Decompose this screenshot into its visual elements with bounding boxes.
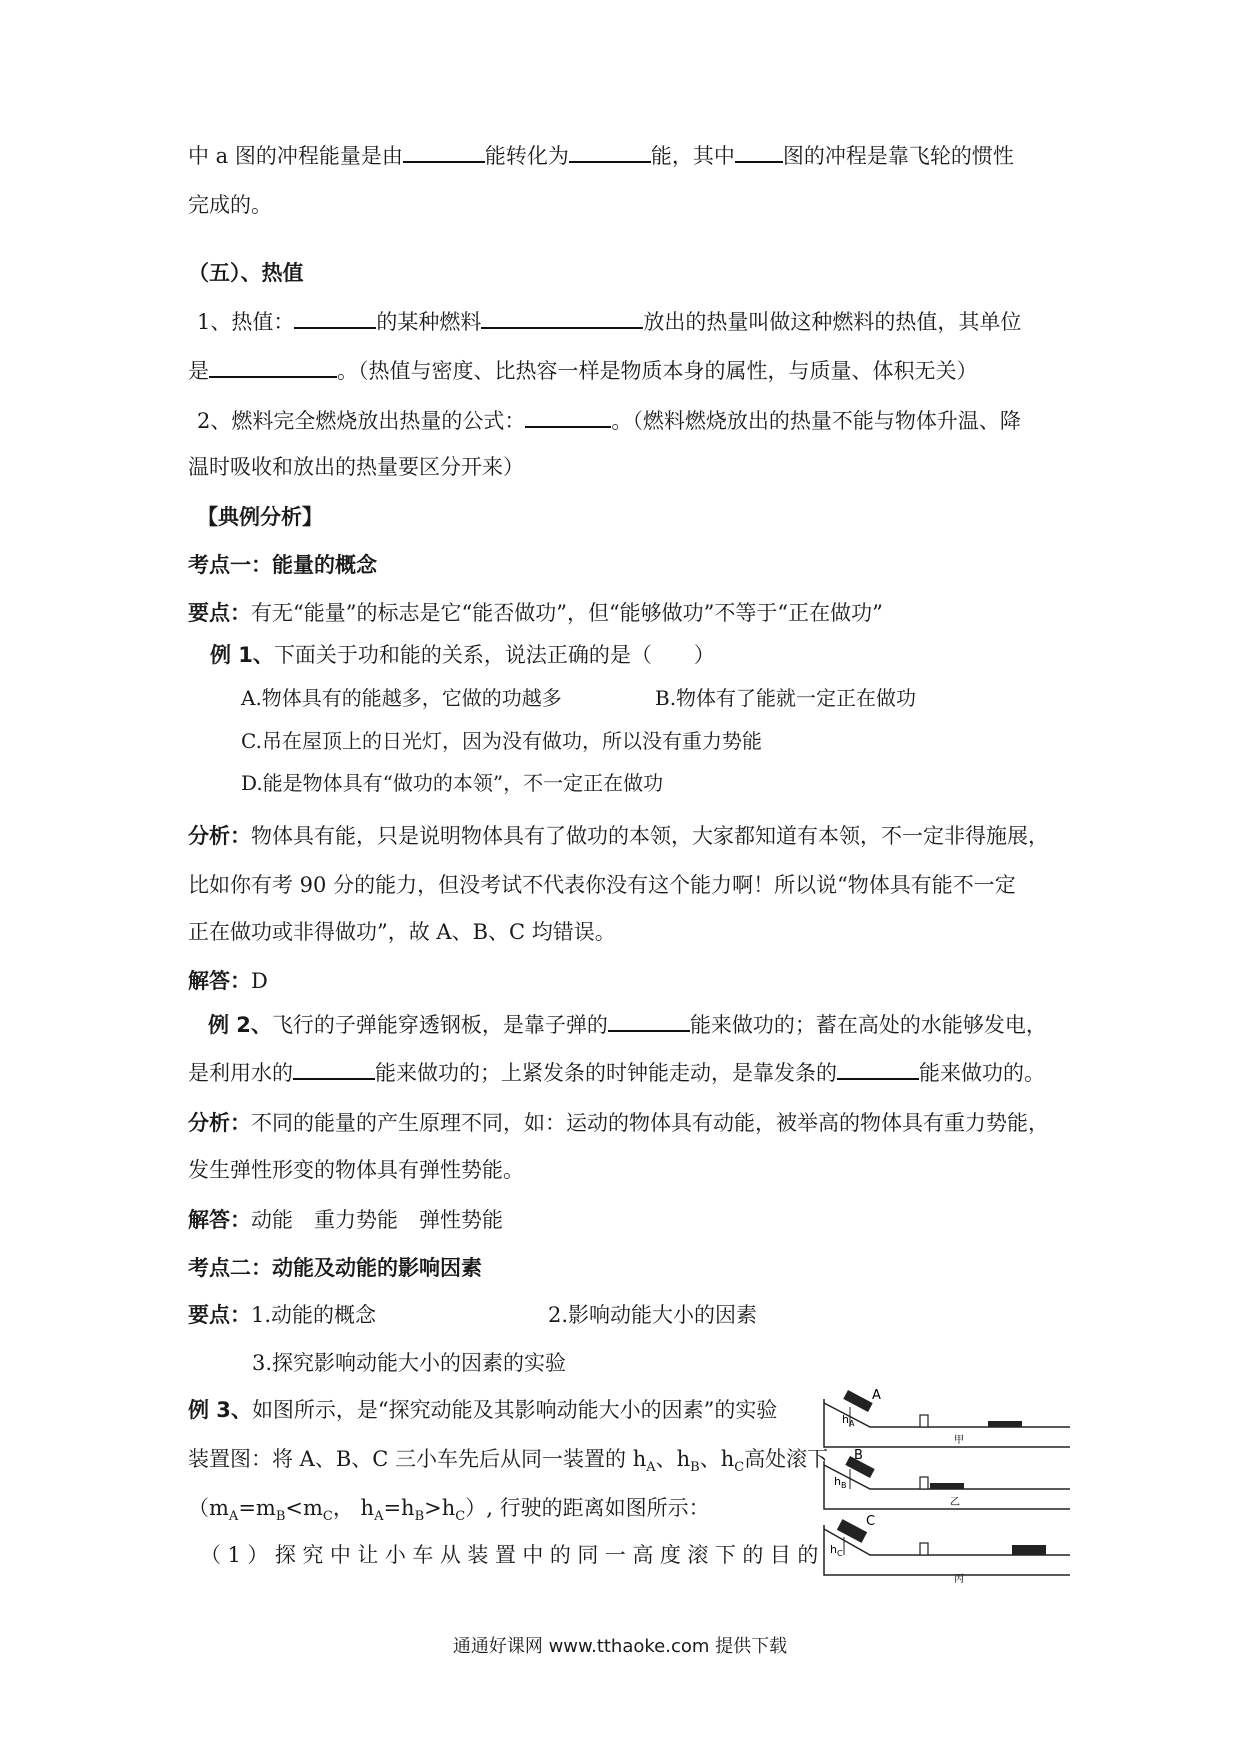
cart-label: C: [866, 1514, 876, 1529]
solution: 解答：动能 重力势能 弹性势能: [188, 1208, 503, 1232]
key-point-item: 2.影响动能大小的因素: [548, 1303, 758, 1327]
topic-heading: 考点一：能量的概念: [188, 553, 377, 577]
topic-heading: 考点二：动能及动能的影响因素: [188, 1256, 482, 1280]
key-point-item: 3.探究影响动能大小的因素的实验: [252, 1351, 567, 1375]
fill-blank[interactable]: [525, 408, 611, 428]
option-c: C.吊在屋顶上的日光灯，因为没有做功，所以没有重力势能: [241, 729, 762, 753]
option-a: A.物体具有的能越多，它做的功越多: [241, 686, 562, 710]
text-line: 1、热值： 的某种燃料 放出的热量叫做这种燃料的热值，其单位: [197, 310, 1022, 334]
section-heading: （五）、热值: [188, 261, 304, 285]
text-line: 装置图：将 A、B、C 三小车先后从同一装置的 $h_A$、$h_B$、$h_C$高处滚下: [188, 1447, 829, 1476]
section-heading: 【典例分析】: [197, 505, 323, 529]
height-label-sub: B: [841, 1481, 847, 1490]
example-question: 例 1、下面关于功和能的关系，说法正确的是（ ）: [210, 643, 715, 667]
fill-blank[interactable]: [294, 309, 376, 329]
example-question: 例 3、如图所示，是“探究动能及其影响动能大小的因素”的实验: [188, 1398, 778, 1422]
panel-yi: [824, 1448, 1070, 1509]
text-line: 中 a 图的冲程能量是由 能转化为 能，其中 图的冲程是靠飞轮的惯性: [188, 144, 1014, 168]
height-label: h: [830, 1543, 837, 1556]
panel-jia: [824, 1388, 1070, 1447]
cart-label: A: [872, 1388, 881, 1403]
fill-blank[interactable]: [735, 143, 783, 163]
text-line: （1）探究中让小车从装置中的同一高度滚下的目的: [200, 1543, 825, 1567]
key-point: 要点：有无“能量”的标志是它“能否做功”，但“能够做功”不等于“正在做功”: [188, 601, 883, 625]
analysis: 分析：不同的能量的产生原理不同，如：运动的物体具有动能，被举高的物体具有重力势能，: [188, 1111, 1049, 1135]
panel-bing: [824, 1514, 1070, 1584]
key-point: 要点：1.动能的概念: [188, 1303, 377, 1327]
analysis-line: 正在做功或非得做功”，故 A、B、C 均错误。: [188, 920, 616, 944]
fill-blank[interactable]: [293, 1060, 375, 1080]
text-line: 2、燃料完全燃烧放出热量的公式： 。（燃料燃烧放出的热量不能与物体升温、降: [197, 409, 1021, 433]
fill-blank[interactable]: [569, 143, 651, 163]
fill-blank[interactable]: [837, 1060, 919, 1080]
fill-blank[interactable]: [209, 358, 337, 378]
cart-label: B: [854, 1448, 863, 1463]
text-line: （$m_A=m_B<m_C$， $h_A=h_B>h_C$）, 行驶的距离如图所示：: [188, 1496, 710, 1525]
text-line: 完成的。: [188, 193, 272, 217]
fill-blank[interactable]: [403, 143, 485, 163]
height-label-sub: A: [849, 1419, 855, 1428]
solution: 解答：D: [188, 969, 268, 993]
panel-label: 甲: [954, 1435, 964, 1446]
analysis-line: 比如你有考 90 分的能力，但没考试不代表你没有这个能力啊！所以说“物体具有能不一定: [188, 873, 1016, 897]
text-line: 是利用水的 能来做功的；上紧发条的时钟能走动，是靠发条的 能来做功的。: [188, 1061, 1045, 1085]
analysis: 分析：物体具有能，只是说明物体具有了做功的本领，大家都知道有本领，不一定非得施展，: [188, 824, 1049, 848]
height-label: h: [842, 1413, 849, 1426]
analysis-line: 发生弹性形变的物体具有弹性势能。: [188, 1158, 524, 1182]
fill-blank[interactable]: [481, 309, 643, 329]
option-b: B.物体有了能就一定正在做功: [655, 686, 917, 710]
page-footer: 通通好课网 www.tthaoke.com 提供下载: [452, 1636, 788, 1657]
panel-label: 丙: [954, 1574, 964, 1584]
fill-blank[interactable]: [608, 1012, 690, 1032]
option-d: D.能是物体具有“做功的本领”，不一定正在做功: [241, 771, 664, 795]
experiment-figure: [822, 1385, 1074, 1584]
height-label-sub: C: [837, 1549, 843, 1558]
height-label: h: [834, 1475, 841, 1488]
text-line: 温时吸收和放出的热量要区分开来）: [188, 455, 524, 479]
panel-label: 乙: [950, 1497, 960, 1508]
text-line: 是 。（热值与密度、比热容一样是物质本身的属性，与质量、体积无关）: [188, 359, 978, 383]
example-question: 例 2、飞行的子弹能穿透钢板，是靠子弹的 能来做功的；蓄在高处的水能够发电，: [208, 1013, 1047, 1037]
